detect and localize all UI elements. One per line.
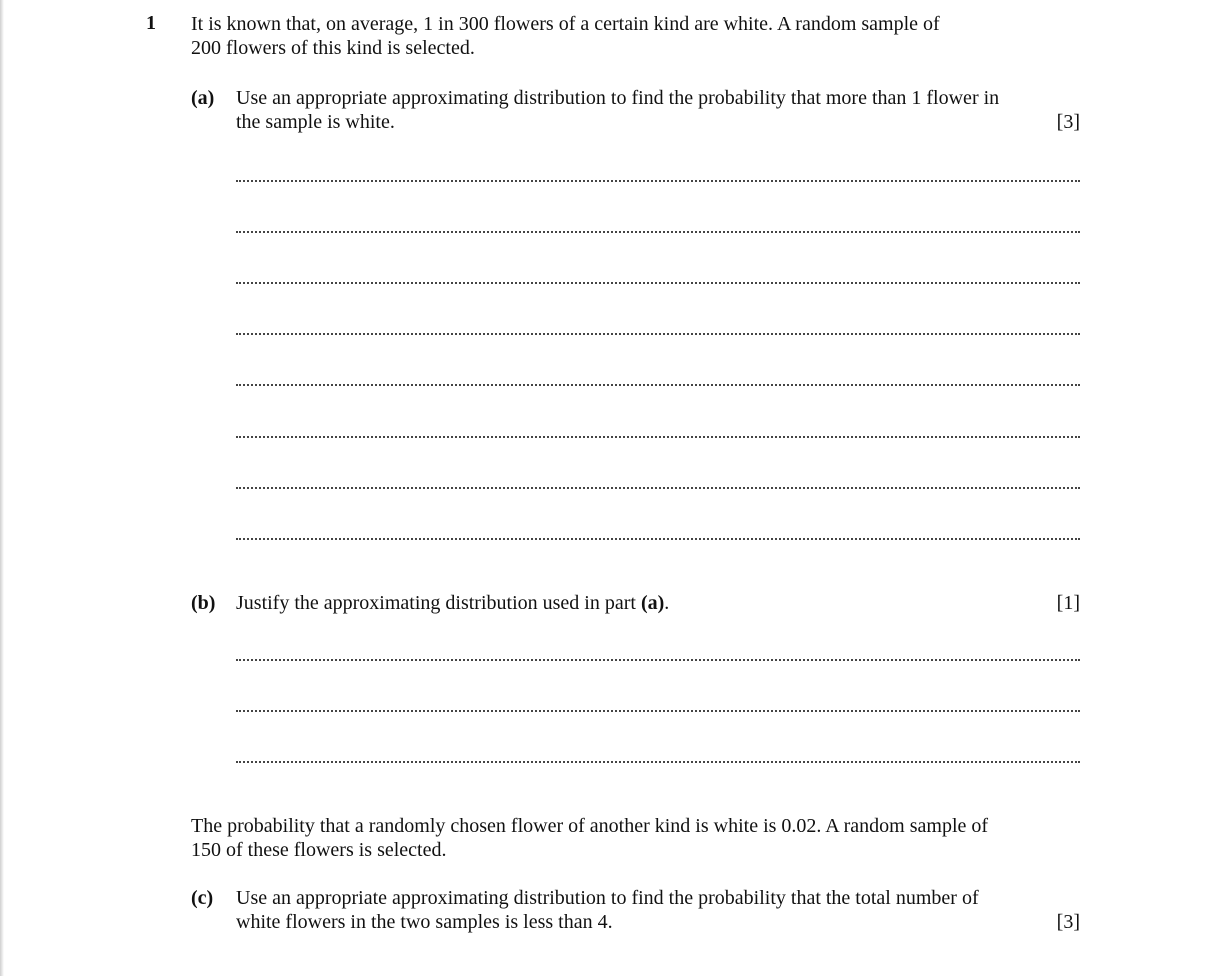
- part-b-text: [236, 591, 1080, 615]
- part-b-label: (b): [191, 592, 216, 614]
- part-a-marks: [3]: [1056, 111, 1080, 133]
- part-b-text-before: Justify the approximating distribution used in part: [236, 592, 641, 614]
- part-a-text: [236, 86, 1080, 134]
- part-c-text: [236, 886, 1080, 934]
- answer-line-a-8[interactable]: [236, 538, 1080, 540]
- part-b-text-after: .: [664, 592, 670, 614]
- part-a-text-line1: Use an appropriate approximating distribution to find the probability that more than 1 flower in: [236, 87, 1000, 109]
- part-a-label: (a): [191, 87, 215, 109]
- part-c-label: (c): [191, 887, 214, 909]
- answer-line-a-1[interactable]: [236, 180, 1080, 182]
- part-a-text-line2: the sample is white.: [236, 111, 395, 133]
- context-paragraph: [191, 814, 1080, 862]
- question-intro-line2: 200 flowers of this kind is selected.: [191, 37, 475, 59]
- answer-line-a-6[interactable]: [236, 436, 1080, 438]
- answer-line-a-3[interactable]: [236, 282, 1080, 284]
- question-number: 1: [146, 12, 156, 34]
- question-intro-line1: It is known that, on average, 1 in 300 flowers of a certain kind are white. A random sample of: [191, 13, 940, 35]
- page-edge-shadow: [0, 0, 4, 976]
- part-b-marks: [1]: [1056, 592, 1080, 614]
- answer-line-a-7[interactable]: [236, 487, 1080, 489]
- question-intro: [191, 12, 1080, 60]
- part-c-marks: [3]: [1056, 911, 1080, 933]
- context-line2: 150 of these flowers is selected.: [191, 839, 447, 861]
- answer-line-b-2[interactable]: [236, 710, 1080, 712]
- context-line1: The probability that a randomly chosen flower of another kind is white is 0.02. A random sample of: [191, 815, 989, 837]
- answer-line-a-2[interactable]: [236, 231, 1080, 233]
- answer-line-a-4[interactable]: [236, 333, 1080, 335]
- part-c-text-line1: Use an appropriate approximating distribution to find the probability that the total number of: [236, 887, 979, 909]
- answer-line-a-5[interactable]: [236, 384, 1080, 386]
- answer-line-b-3[interactable]: [236, 761, 1080, 763]
- part-c-text-line2: white flowers in the two samples is less than 4.: [236, 911, 613, 933]
- answer-line-b-1[interactable]: [236, 659, 1080, 661]
- part-b-text-ref: (a): [640, 592, 665, 614]
